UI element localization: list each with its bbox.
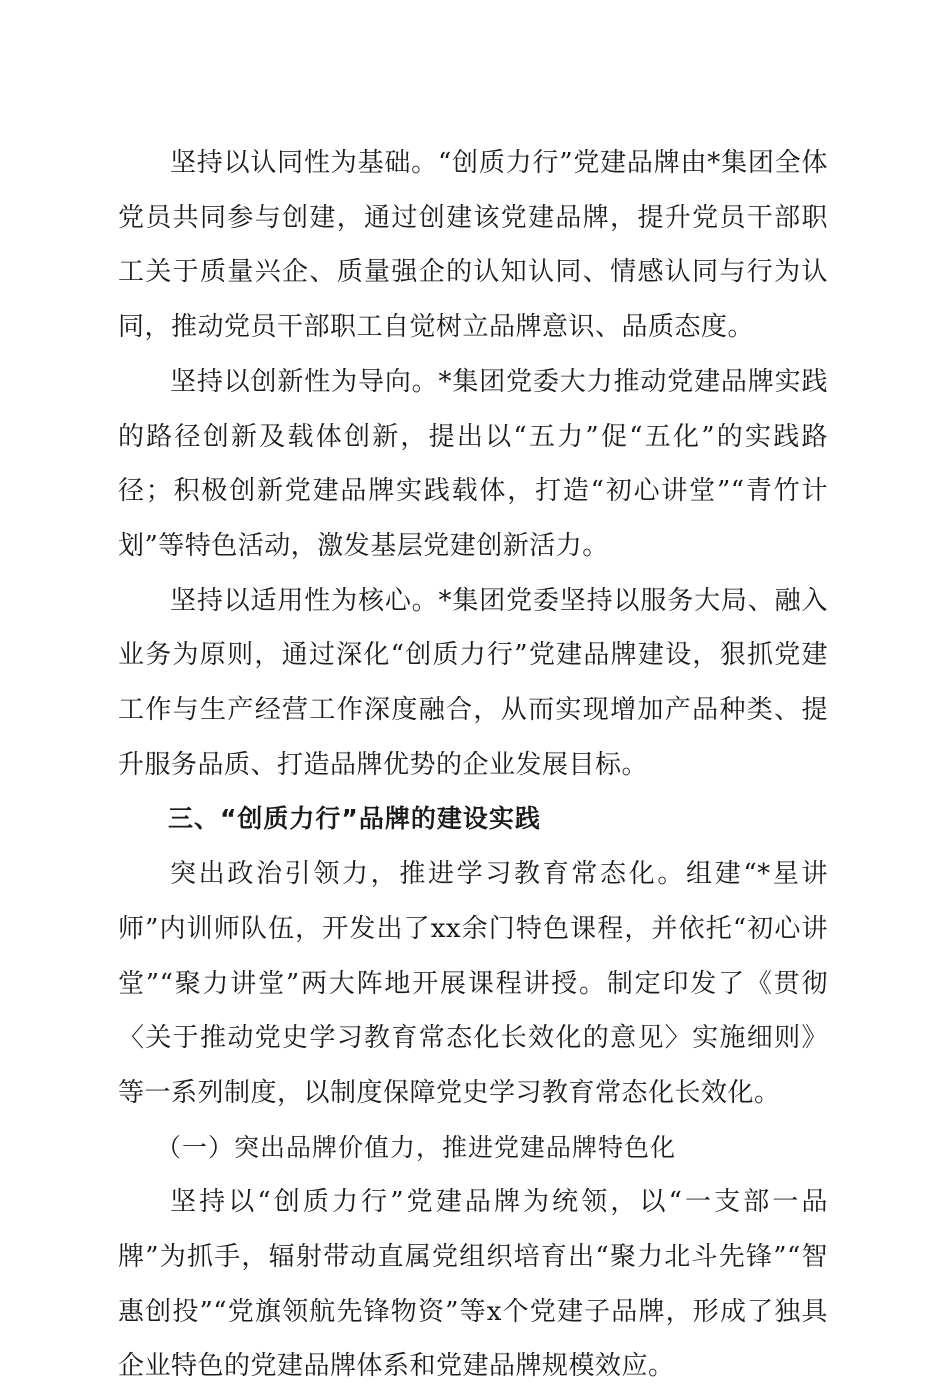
- paragraph-innovation-direction: 坚持以创新性为导向。*集团党委大力推动党建品牌实践的路径创新及载体创新，提出以“五力”促“五化”的实践路径；积极创新党建品牌实践载体，打造“初心讲堂”“青竹计划”等特色活动，激发基层党建创新活力。: [118, 366, 828, 561]
- subsection-heading: （一）突出品牌价值力，推进党建品牌特色化: [156, 1132, 677, 1162]
- paragraph-brand-value: 坚持以“创质力行”党建品牌为统领，以“一支部一品牌”为抓手，辐射带动直属党组织培育出“聚力北斗先锋”“智惠创投”“党旗领航先锋物资”等x个党建子品牌，形成了独具企业特色的党建品牌体系和党建品牌规模效应。: [118, 1187, 828, 1382]
- paragraph-political-leadership: 突出政治引领力，推进学习教育常态化。组建“*星讲师”内训师队伍，开发出了xx余门特色课程，并依托“初心讲堂”“聚力讲堂”两大阵地开展课程讲授。制定印发了《贯彻〈关于推动党史学习教育常态化长效化的意见〉实施细则》等一系列制度，以制度保障党史学习教育常态化长效化。: [118, 859, 828, 1108]
- section-heading: 三、“创质力行”品牌的建设实践: [168, 804, 541, 834]
- paragraph-applicability-core: 坚持以适用性为核心。*集团党委坚持以服务大局、融入业务为原则，通过深化“创质力行”党建品牌建设，狠抓党建工作与生产经营工作深度融合，从而实现增加产品种类、提升服务品质、打造品牌优势的企业发展目标。: [118, 585, 828, 780]
- document-body: [118, 136, 828, 1394]
- paragraph-identity-basis: 坚持以认同性为基础。“创质力行”党建品牌由*集团全体党员共同参与创建，通过创建该党建品牌，提升党员干部职工关于质量兴企、质量强企的认知认同、情感认同与行为认同，推动党员干部职工自觉树立品牌意识、品质态度。: [118, 148, 828, 343]
